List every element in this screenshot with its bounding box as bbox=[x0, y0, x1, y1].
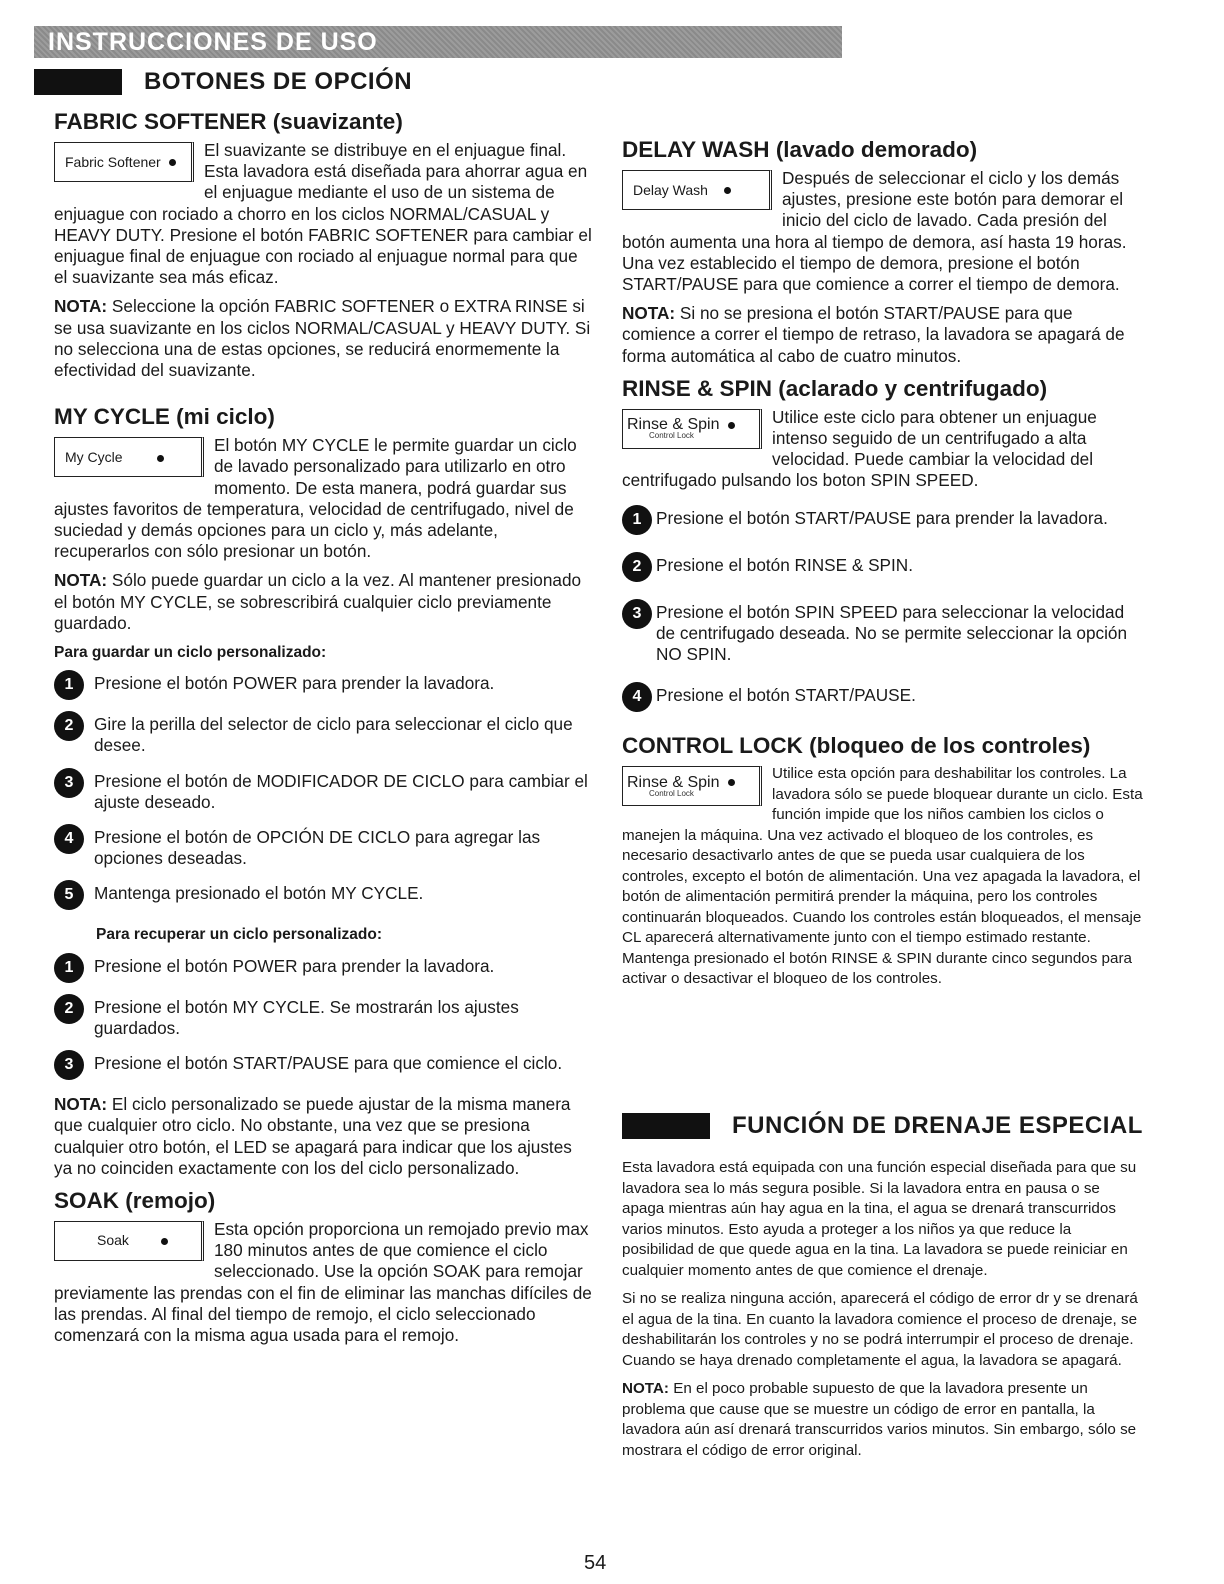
page-number: 54 bbox=[584, 1552, 607, 1574]
note-label: NOTA: bbox=[54, 570, 108, 591]
list-item bbox=[622, 555, 1144, 582]
button-label: Delay Wash bbox=[633, 181, 708, 198]
step-number-icon: 4 bbox=[54, 824, 84, 854]
soak-text: Esta opción proporciona un remojado previo max 180 minutos antes de que comience el ciclo seleccionado. Use la opción SOAK para remojar previamente las prendas con el fin de eliminar las manchas difíciles de las prendas. Al final del tiempo de remojo, el ciclo seleccionado comenzará con la misma agua usada para el remojo. bbox=[54, 1218, 592, 1345]
indicator-led-icon bbox=[169, 159, 176, 166]
my-cycle-note-2 bbox=[54, 1094, 594, 1179]
step-text: Presione el botón START/PAUSE para prender la lavadora. bbox=[656, 507, 1108, 528]
page-banner: INSTRUCCIONES DE USO bbox=[34, 26, 842, 58]
rinse-steps-list bbox=[622, 508, 1144, 713]
step-text: Presione el botón START/PAUSE. bbox=[656, 685, 916, 706]
button-label: My Cycle bbox=[65, 448, 123, 465]
list-item bbox=[54, 771, 594, 813]
step-text: Presione el botón SPIN SPEED para seleccionar la velocidad de centrifugado deseada. No se permite seleccionar la opción NO SPIN. bbox=[656, 601, 1128, 665]
list-item bbox=[54, 827, 594, 869]
list-item bbox=[54, 714, 594, 756]
step-number-icon: 5 bbox=[54, 880, 84, 910]
heading-subtitle: (suavizante) bbox=[272, 109, 403, 134]
section-header-options bbox=[34, 68, 412, 96]
right-column bbox=[622, 108, 1144, 998]
recall-steps-list bbox=[54, 956, 594, 1080]
note-label: NOTA: bbox=[622, 303, 676, 324]
my-cycle-text: El botón MY CYCLE le permite guardar un ciclo de lavado personalizado para utilizarlo en otro momento. De esta manera, podrá guardar sus ajustes favoritos de temperatura, velocidad de centrifugado, nivel de suciedad y demás opciones para un ciclo y, más adelante, recuperarlos con sólo presionar un botón. bbox=[54, 435, 577, 562]
delay-wash-button bbox=[622, 170, 772, 210]
note-text: En el poco probable supuesto de que la lavadora presente un problema que cause que se muestre un código de error en pantalla, la lavadora aún así drenará transcurridos varios minutos. Sin embargo, sólo se mostrara el código de error original. bbox=[622, 1380, 1137, 1459]
heading-title: MY CYCLE bbox=[54, 404, 170, 430]
heading-title: SOAK bbox=[54, 1187, 120, 1213]
delay-wash-note bbox=[622, 303, 1144, 367]
note-label: NOTA: bbox=[622, 1380, 669, 1397]
soak-heading bbox=[54, 1187, 594, 1215]
note-text: El ciclo personalizado se puede ajustar de la misma manera que cualquier otro ciclo. No obstante, una vez que se presiona cualquier otro botón, el LED se apagará para indicar que los ajustes ya no coinciden exactamente con los del ciclo personalizado. bbox=[54, 1094, 572, 1178]
indicator-led-icon bbox=[724, 187, 731, 194]
step-number-icon: 3 bbox=[622, 599, 652, 629]
fabric-softener-button bbox=[54, 142, 194, 182]
step-number-icon: 3 bbox=[54, 768, 84, 798]
step-text: Presione el botón de OPCIÓN DE CICLO para agregar las opciones deseadas. bbox=[94, 827, 541, 869]
step-number-icon: 2 bbox=[54, 994, 84, 1024]
step-text: Presione el botón POWER para prender la lavadora. bbox=[94, 673, 495, 694]
step-text: Presione el botón START/PAUSE para que comience el ciclo. bbox=[94, 1053, 563, 1074]
rinse-spin-heading bbox=[622, 375, 1144, 403]
step-text: Presione el botón RINSE & SPIN. bbox=[656, 554, 913, 575]
fabric-softener-note bbox=[54, 296, 594, 381]
note-label: NOTA: bbox=[54, 1094, 108, 1115]
step-number-icon: 1 bbox=[54, 670, 84, 700]
step-number-icon: 1 bbox=[622, 505, 652, 535]
drain-section bbox=[622, 1158, 1144, 1469]
step-text: Presione el botón MY CYCLE. Se mostrarán los ajustes guardados. bbox=[94, 996, 519, 1038]
my-cycle-heading bbox=[54, 403, 594, 431]
indicator-led-icon bbox=[728, 422, 735, 429]
save-cycle-header: Para guardar un ciclo personalizado: bbox=[54, 644, 327, 662]
indicator-led-icon bbox=[157, 455, 164, 462]
left-column bbox=[54, 108, 594, 1354]
rinse-spin-text: Utilice este ciclo para obtener un enjuague intenso seguido de un centrifugado a alta velocidad. Puede cambiar la velocidad del centrifugado pulsando los boton SPIN SPEED. bbox=[622, 406, 1097, 491]
step-number-icon: 2 bbox=[54, 711, 84, 741]
button-label: Soak bbox=[97, 1232, 129, 1249]
my-cycle-button bbox=[54, 437, 204, 477]
note-label: NOTA: bbox=[54, 296, 108, 317]
fabric-softener-heading bbox=[54, 108, 594, 136]
section-title: FUNCIÓN DE DRENAJE ESPECIAL bbox=[732, 1112, 1143, 1139]
button-sublabel: Control Lock bbox=[649, 788, 694, 798]
button-sublabel: Control Lock bbox=[649, 431, 694, 441]
drain-note bbox=[622, 1379, 1144, 1461]
fabric-softener-text: El suavizante se distribuye en el enjuague final. Esta lavadora está diseñada para ahorrar agua en el enjuague mediante el uso de un sistema de enjuague con rociado a chorro en los ciclos NORMAL/CASUAL y HEAVY DUTY. Presione el botón FABRIC SOFTENER para cambiar el enjuague final de enjuague con rociado al enjuague normal para que el suavizante sea más eficaz. bbox=[54, 140, 592, 288]
heading-subtitle: (mi ciclo) bbox=[176, 404, 275, 430]
control-lock-button bbox=[622, 766, 762, 806]
recall-cycle-header: Para recuperar un ciclo personalizado: bbox=[96, 926, 382, 944]
section-header-drain bbox=[622, 1112, 1143, 1140]
indicator-led-icon bbox=[161, 1238, 168, 1245]
button-label: Rinse & Spin bbox=[627, 416, 720, 434]
heading-title: FABRIC SOFTENER bbox=[54, 109, 267, 134]
control-lock-heading bbox=[622, 732, 1144, 760]
heading-subtitle: (bloqueo de los controles) bbox=[809, 733, 1091, 759]
list-item bbox=[54, 883, 594, 910]
list-item bbox=[622, 602, 1144, 666]
heading-subtitle: (lavado demorado) bbox=[775, 137, 978, 162]
heading-title: RINSE & SPIN bbox=[622, 375, 773, 401]
note-text: Sólo puede guardar un ciclo a la vez. Al mantener presionado el botón MY CYCLE, se sobrescribirá cualquier ciclo previamente guardado. bbox=[54, 570, 582, 633]
heading-subtitle: (remojo) bbox=[125, 1187, 216, 1213]
indicator-led-icon bbox=[728, 779, 735, 786]
button-label: Fabric Softener bbox=[65, 153, 161, 170]
note-text: Si no se presiona el botón START/PAUSE para que comience a correr el tiempo de retraso, la lavadora se apagará de forma automática al cabo de cuatro minutos. bbox=[622, 303, 1125, 366]
delay-wash-heading bbox=[622, 136, 1144, 164]
save-steps-list bbox=[54, 673, 594, 910]
section-bar bbox=[34, 69, 122, 95]
step-number-icon: 4 bbox=[622, 682, 652, 712]
list-item bbox=[54, 997, 594, 1039]
note-text: Seleccione la opción FABRIC SOFTENER o EXTRA RINSE si se usa suavizante en los ciclos NORMAL/CASUAL y HEAVY DUTY. Si no selecciona una de estas opciones, se reducirá enormemente la efectividad del suavizante. bbox=[54, 296, 591, 381]
control-lock-text: Utilice esta opción para deshabilitar los controles. La lavadora sólo se puede bloquear durante un ciclo. Esta función impide que los niños cambien los ciclos o manejen la máquina. Una vez activado el bloqueo de los controles, es necesario desactivarlo antes de que se pueda usar cualquiera de los controles, excepto el botón de alimentación. Una vez apagada la lavadora, el botón de alimentación permitirá prender la máquina, pero los controles continuarán bloqueados. Cuando los controles están bloqueados, el mensaje CL aparecerá alternativamente junto con el tiempo estimado restante. Mantenga presionado el botón RINSE & SPIN durante cinco segundos para activar o desactivar el bloqueo de los controles. bbox=[622, 765, 1143, 988]
list-item bbox=[54, 1053, 594, 1080]
step-number-icon: 1 bbox=[54, 953, 84, 983]
button-label: Rinse & Spin bbox=[627, 773, 720, 791]
heading-title: DELAY WASH bbox=[622, 137, 770, 162]
step-text: Gire la perilla del selector de ciclo para seleccionar el ciclo que desee. bbox=[94, 714, 573, 756]
list-item bbox=[54, 673, 594, 700]
rinse-spin-button bbox=[622, 409, 762, 449]
list-item bbox=[54, 956, 594, 983]
list-item bbox=[622, 685, 1144, 712]
my-cycle-note bbox=[54, 570, 594, 634]
section-bar bbox=[622, 1113, 710, 1139]
list-item bbox=[622, 508, 1144, 535]
section-title: BOTONES DE OPCIÓN bbox=[144, 68, 413, 95]
step-text: Presione el botón POWER para prender la lavadora. bbox=[94, 955, 495, 976]
drain-paragraph-2: Si no se realiza ninguna acción, aparecerá el código de error dr y se drenará el agua de la tina. En cuanto la lavadora comience el proceso de drenaje, se deshabilitarán los controles y no se podrá interrumpir el proceso de drenaje. Cuando se haya drenado completamente el agua, la lavadora se apagará. bbox=[622, 1290, 1138, 1369]
step-number-icon: 3 bbox=[54, 1050, 84, 1080]
drain-paragraph-1: Esta lavadora está equipada con una función especial diseñada para que su lavadora sea lo más segura posible. Si la lavadora entra en pausa o se apaga mientras aún hay agua en la tina, el agua se drenará transcurridos varios minutos. Esto ayuda a proteger a los niños ya que reduce la posibilidad de que quede agua en la tina. La lavadora se puede reiniciar en cualquier momento antes de que comience el drenaje. bbox=[622, 1159, 1137, 1279]
heading-title: CONTROL LOCK bbox=[622, 733, 803, 759]
delay-wash-text: Después de seleccionar el ciclo y los demás ajustes, presione este botón para demorar el inicio del ciclo de lavado. Cada presión del botón aumenta una hora al tiempo de demora, así hasta 19 horas. Una vez establecido el tiempo de demora, presione el botón START/PAUSE para que comience a correr el tiempo de demora. bbox=[622, 168, 1127, 295]
step-text: Mantenga presionado el botón MY CYCLE. bbox=[94, 883, 424, 904]
heading-subtitle: (aclarado y centrifugado) bbox=[778, 375, 1048, 401]
step-number-icon: 2 bbox=[622, 552, 652, 582]
step-text: Presione el botón de MODIFICADOR DE CICLO para cambiar el ajuste deseado. bbox=[94, 770, 588, 812]
soak-button bbox=[54, 1221, 204, 1261]
